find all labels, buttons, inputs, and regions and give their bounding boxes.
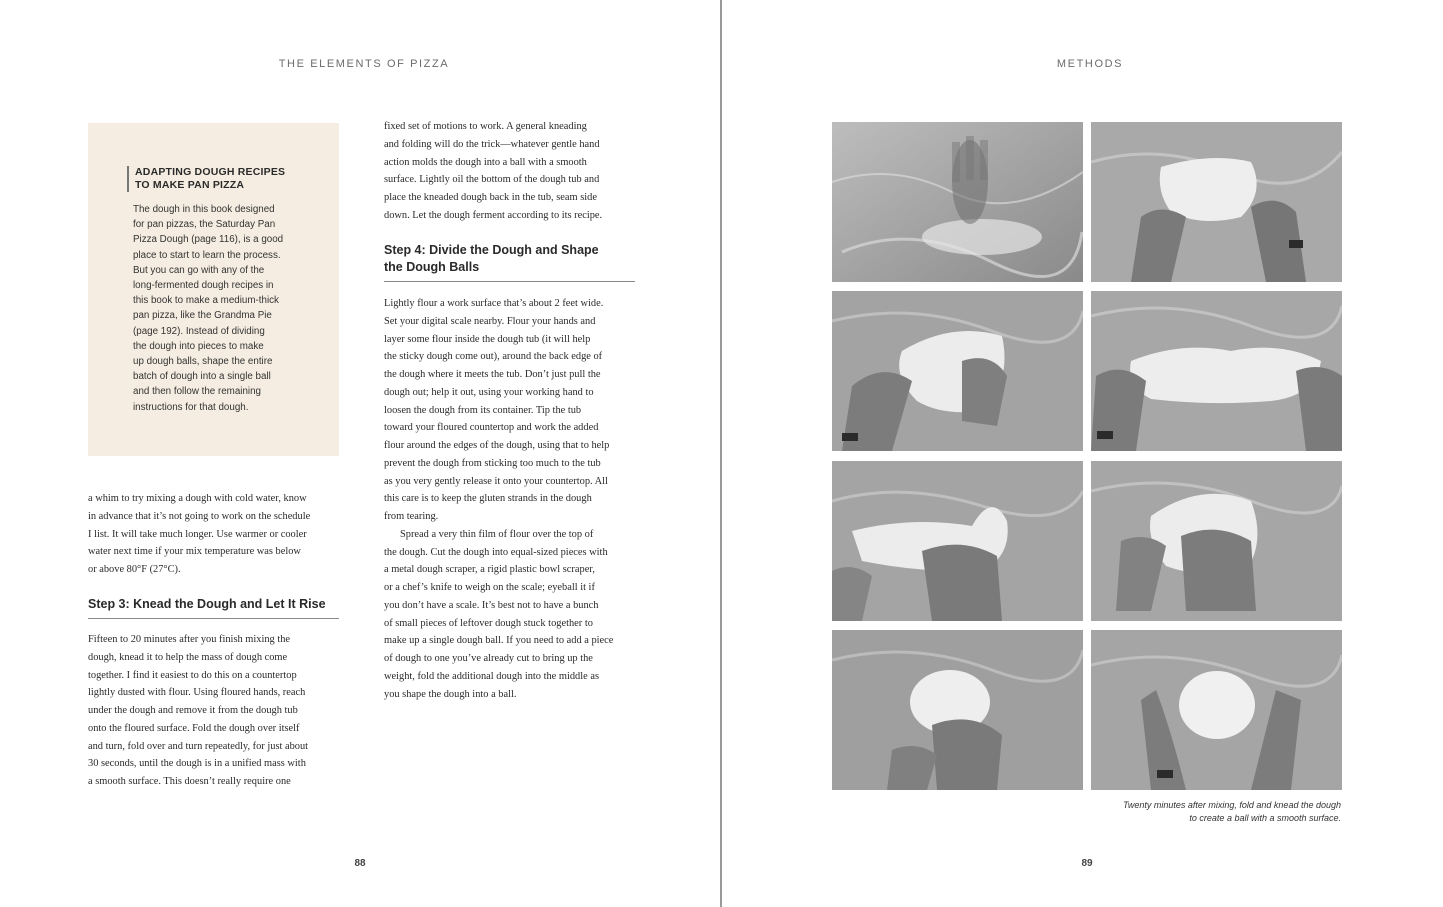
step3-heading: Step 3: Knead the Dough and Let It Rise bbox=[88, 596, 339, 619]
text-line: or a chef’s knife to weigh on the scale; eyeball it if bbox=[384, 582, 595, 593]
sidebar-line: and then follow the remaining bbox=[133, 386, 261, 398]
text-line: from tearing. bbox=[384, 511, 439, 522]
photo-hand-slap bbox=[832, 122, 1083, 282]
step4-heading-line: Step 4: Divide the Dough and Shape bbox=[384, 243, 599, 257]
sidebar-line: pan pizza, like the Grandma Pie bbox=[133, 310, 272, 322]
text-line: weight, fold the additional dough into the middle as bbox=[384, 670, 599, 682]
step4-heading bbox=[384, 242, 635, 282]
sidebar-line: up dough balls, shape the entire bbox=[133, 356, 273, 368]
sidebar-line: (page 192). Instead of dividing bbox=[133, 325, 265, 337]
caption-line: Twenty minutes after mixing, fold and knead the dough bbox=[1123, 800, 1341, 810]
sidebar-line: long-fermented dough recipes in bbox=[133, 280, 274, 292]
photo-pull-dough-wide bbox=[1091, 291, 1342, 451]
sidebar-line: But you can go with any of the bbox=[133, 264, 265, 276]
photo-dough-ball-pressed bbox=[832, 630, 1083, 790]
sidebar-line: for pan pizzas, the Saturday Pan bbox=[133, 219, 276, 231]
text-line: a whim to try mixing a dough with cold water, know bbox=[88, 493, 307, 504]
text-line: the dough where it meets the tub. Don’t just pull the bbox=[384, 369, 601, 380]
col1-intro-paragraph bbox=[88, 490, 343, 579]
photo-caption bbox=[1060, 799, 1341, 825]
photo-press-dough bbox=[832, 461, 1083, 621]
step4-paragraph-1 bbox=[384, 295, 642, 703]
text-line: a metal dough scraper, a rigid plastic bowl scraper, bbox=[384, 564, 595, 576]
caption-line: to create a ball with a smooth surface. bbox=[1189, 813, 1341, 823]
sidebar-line: The dough in this book designed bbox=[133, 204, 275, 215]
text-line: you shape the dough into a ball. bbox=[384, 688, 517, 700]
step4-heading-line: the Dough Balls bbox=[384, 260, 480, 274]
text-line: flour around the edges of the dough, using that to help bbox=[384, 440, 610, 451]
text-line: and turn, fold over and turn repeatedly, for just about bbox=[88, 740, 309, 752]
text-line: and folding will do the trick—whatever gentle hand bbox=[384, 138, 600, 150]
folio-left: 88 bbox=[354, 858, 366, 869]
text-line: Spread a very thin film of flour over the top of bbox=[400, 528, 594, 540]
text-line: as you very gently release it onto your countertop. All bbox=[384, 475, 608, 487]
text-line: in advance that it’s not going to work on the schedule bbox=[88, 510, 311, 522]
sidebar-title-line: ADAPTING DOUGH RECIPES bbox=[135, 166, 286, 178]
photo-cup-dough-ball bbox=[1091, 630, 1342, 790]
text-line: Fifteen to 20 minutes after you finish mixing the bbox=[88, 634, 291, 645]
text-line: surface. Lightly oil the bottom of the dough tub and bbox=[384, 174, 600, 186]
text-line: action molds the dough into a ball with a smooth bbox=[384, 156, 587, 168]
text-line: fixed set of motions to work. A general kneading bbox=[384, 121, 587, 132]
text-line: lightly dusted with flour. Using floured hands, reach bbox=[88, 687, 306, 699]
text-line: you don’t have a scale. It’s best not to have a bunch bbox=[384, 599, 599, 611]
text-line: place the kneaded dough back in the tub, seam side bbox=[384, 192, 597, 203]
col2-top-paragraph bbox=[384, 118, 639, 225]
text-line: toward your floured countertop and work the added bbox=[384, 422, 599, 434]
text-line: a smooth surface. This doesn’t really require one bbox=[88, 776, 291, 787]
text-line: down. Let the dough ferment according to its recipe. bbox=[384, 209, 603, 221]
text-line: loosen the dough from its container. Tip the tub bbox=[384, 404, 582, 416]
step3-paragraph bbox=[88, 631, 343, 791]
sidebar-body bbox=[133, 202, 323, 415]
text-line: Set your digital scale nearby. Flour your hands and bbox=[384, 315, 596, 327]
text-line: of small pieces of leftover dough stuck together to bbox=[384, 617, 593, 629]
text-line: onto the floured surface. Fold the dough over itself bbox=[88, 722, 300, 734]
text-line: or above 80°F (27°C). bbox=[88, 564, 181, 575]
running-head-left: THE ELEMENTS OF PIZZA bbox=[278, 58, 450, 70]
text-line: 30 seconds, until the dough is in a unified mass with bbox=[88, 758, 306, 770]
text-line: I list. It will take much longer. Use warmer or cooler bbox=[88, 528, 307, 540]
text-line: under the dough and remove it from the dough tub bbox=[88, 705, 298, 716]
sidebar-line: the dough into pieces to make bbox=[133, 340, 264, 352]
sidebar-line: place to start to learn the process. bbox=[133, 249, 281, 261]
text-line: make up a single dough ball. If you need to add a piece bbox=[384, 635, 614, 647]
sidebar-title-line: TO MAKE PAN PIZZA bbox=[135, 179, 245, 191]
text-line: dough, knead it to help the mass of dough come bbox=[88, 651, 288, 663]
text-line: prevent the dough from sticking too much to the tub bbox=[384, 457, 601, 469]
photo-stretch-dough bbox=[1091, 122, 1342, 282]
text-line: this care is to keep the gluten strands in the dough bbox=[384, 493, 592, 505]
sidebar-line: instructions for that dough. bbox=[133, 401, 249, 413]
text-line: Lightly flour a work surface that’s about 2 feet wide. bbox=[384, 298, 604, 309]
photo-fold-dough bbox=[832, 291, 1083, 451]
sidebar-line: this book to make a medium-thick bbox=[133, 295, 279, 307]
text-line: dough out; help it out, using your working hand to bbox=[384, 386, 594, 398]
sidebar-title bbox=[127, 166, 315, 192]
text-line: water next time if your mix temperature was below bbox=[88, 546, 301, 558]
sidebar-line: batch of dough into a single ball bbox=[133, 371, 271, 383]
text-line: the sticky dough come out), around the back edge of bbox=[384, 351, 603, 363]
photo-tuck-dough bbox=[1091, 461, 1342, 621]
text-line: together. I find it easiest to do this on a countertop bbox=[88, 669, 297, 681]
folio-right: 89 bbox=[1081, 858, 1093, 869]
text-line: of dough to one you’ve already cut to bring up the bbox=[384, 653, 593, 664]
text-line: layer some flour inside the dough tub (it will help bbox=[384, 333, 591, 345]
text-line: the dough. Cut the dough into equal-sized pieces with bbox=[384, 546, 608, 558]
sidebar-line: Pizza Dough (page 116), is a good bbox=[133, 234, 284, 246]
running-head-right: METHODS bbox=[1056, 58, 1124, 70]
